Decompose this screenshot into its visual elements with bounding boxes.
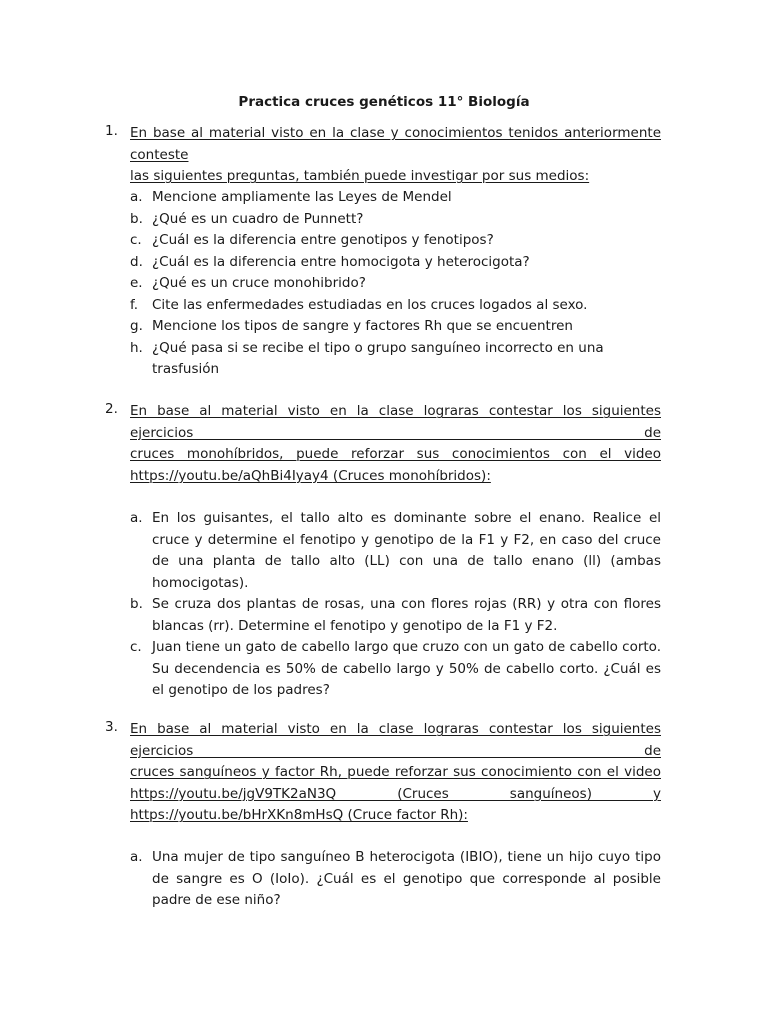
item-text: Se cruza dos plantas de rosas, una con flores rojas (RR) y otra con flores blancas (rr). Determine el fenotipo y genotipo de la F1 y F2. bbox=[152, 596, 661, 634]
section-intro bbox=[130, 401, 661, 487]
list-item bbox=[130, 230, 661, 252]
item-letter: a. bbox=[130, 849, 143, 865]
section-number: 1. bbox=[105, 123, 118, 139]
item-text: En los guisantes, el tallo alto es dominante sobre el enano. Realice el cruce y determine el fenotipo y genotipo de la F1 y F2, en caso del cruce de una planta de tallo alto (LL) con una de tallo enano (ll) (ambas homocigotas). bbox=[152, 510, 661, 591]
list-item bbox=[130, 273, 661, 295]
intro-line: En base al material visto en la clase lograras contestar los siguientes ejercicios de bbox=[130, 721, 661, 759]
list-item bbox=[130, 295, 661, 317]
item-letter: g. bbox=[130, 318, 143, 334]
exercise-list bbox=[130, 847, 661, 912]
item-letter: d. bbox=[130, 253, 143, 270]
section-intro bbox=[130, 123, 661, 188]
intro-line: https://youtu.be/bHrXKn8mHsQ (Cruce factor Rh): bbox=[130, 807, 468, 823]
intro-line: En base al material visto en la clase y conocimientos tenidos anteriormente conteste bbox=[130, 125, 661, 163]
question-list bbox=[130, 187, 661, 381]
list-item bbox=[130, 338, 661, 381]
section-intro bbox=[130, 719, 661, 827]
list-item bbox=[130, 316, 661, 338]
item-letter: e. bbox=[130, 275, 143, 291]
list-item bbox=[130, 252, 661, 274]
item-letter: b. bbox=[130, 210, 143, 227]
intro-line: https://youtu.be/aQhBi4Iyay4 (Cruces monohíbridos): bbox=[130, 467, 491, 484]
item-text: ¿Cuál es la diferencia entre homocigota y heterocigota? bbox=[152, 253, 530, 270]
item-text: ¿Qué pasa si se recibe el tipo o grupo sanguíneo incorrecto en una trasfusión bbox=[152, 339, 604, 377]
exercise-list bbox=[130, 508, 661, 702]
intro-line: En base al material visto en la clase lograras contestar los siguientes ejercicios de bbox=[130, 403, 661, 441]
item-letter: f. bbox=[130, 296, 139, 313]
section-number: 2. bbox=[105, 401, 118, 417]
item-text: ¿Cuál es la diferencia entre genotipos y fenotipos? bbox=[152, 232, 494, 248]
item-text: Mencione ampliamente las Leyes de Mendel bbox=[152, 189, 452, 205]
list-item bbox=[130, 187, 661, 209]
list-item bbox=[130, 847, 661, 912]
intro-line: https://youtu.be/jgV9TK2aN3Q (Cruces sanguíneos) y bbox=[130, 785, 661, 802]
item-text: ¿Qué es un cruce monohibrido? bbox=[152, 275, 366, 291]
item-text: Cite las enfermedades estudiadas en los cruces logados al sexo. bbox=[152, 296, 588, 313]
section-3 bbox=[105, 719, 661, 908]
item-letter: b. bbox=[130, 596, 143, 612]
list-item bbox=[130, 209, 661, 231]
item-letter: c. bbox=[130, 639, 142, 655]
section-2 bbox=[105, 401, 661, 698]
intro-line: cruces monohíbridos, puede reforzar sus conocimientos con el video bbox=[130, 446, 661, 462]
item-text: Juan tiene un gato de cabello largo que cruzo con un gato de cabello corto. Su decendencia es 50% de cabello largo y 50% de cabello corto. ¿Cuál es el genotipo de los padres? bbox=[152, 639, 661, 698]
list-item bbox=[130, 594, 661, 637]
intro-line: las siguientes preguntas, también puede investigar por sus medios: bbox=[130, 168, 590, 184]
list-item bbox=[130, 508, 661, 594]
section-number: 3. bbox=[105, 719, 118, 735]
document-title: Practica cruces genéticos 11° Biología bbox=[238, 94, 530, 110]
item-text: ¿Qué es un cuadro de Punnett? bbox=[152, 210, 364, 227]
item-letter: a. bbox=[130, 189, 143, 205]
item-letter: h. bbox=[130, 339, 143, 356]
section-1 bbox=[105, 123, 661, 377]
item-text: Mencione los tipos de sangre y factores Rh que se encuentren bbox=[152, 318, 573, 334]
item-letter: c. bbox=[130, 232, 142, 248]
list-item bbox=[130, 637, 661, 702]
intro-line: cruces sanguíneos y factor Rh, puede reforzar sus conocimiento con el video bbox=[130, 764, 661, 780]
item-letter: a. bbox=[130, 510, 143, 526]
item-text: Una mujer de tipo sanguíneo B heterocigota (IBIO), tiene un hijo cuyo tipo de sangre es O (IoIo). ¿Cuál es el genotipo que corresponde al posible padre de ese niño? bbox=[152, 849, 661, 908]
